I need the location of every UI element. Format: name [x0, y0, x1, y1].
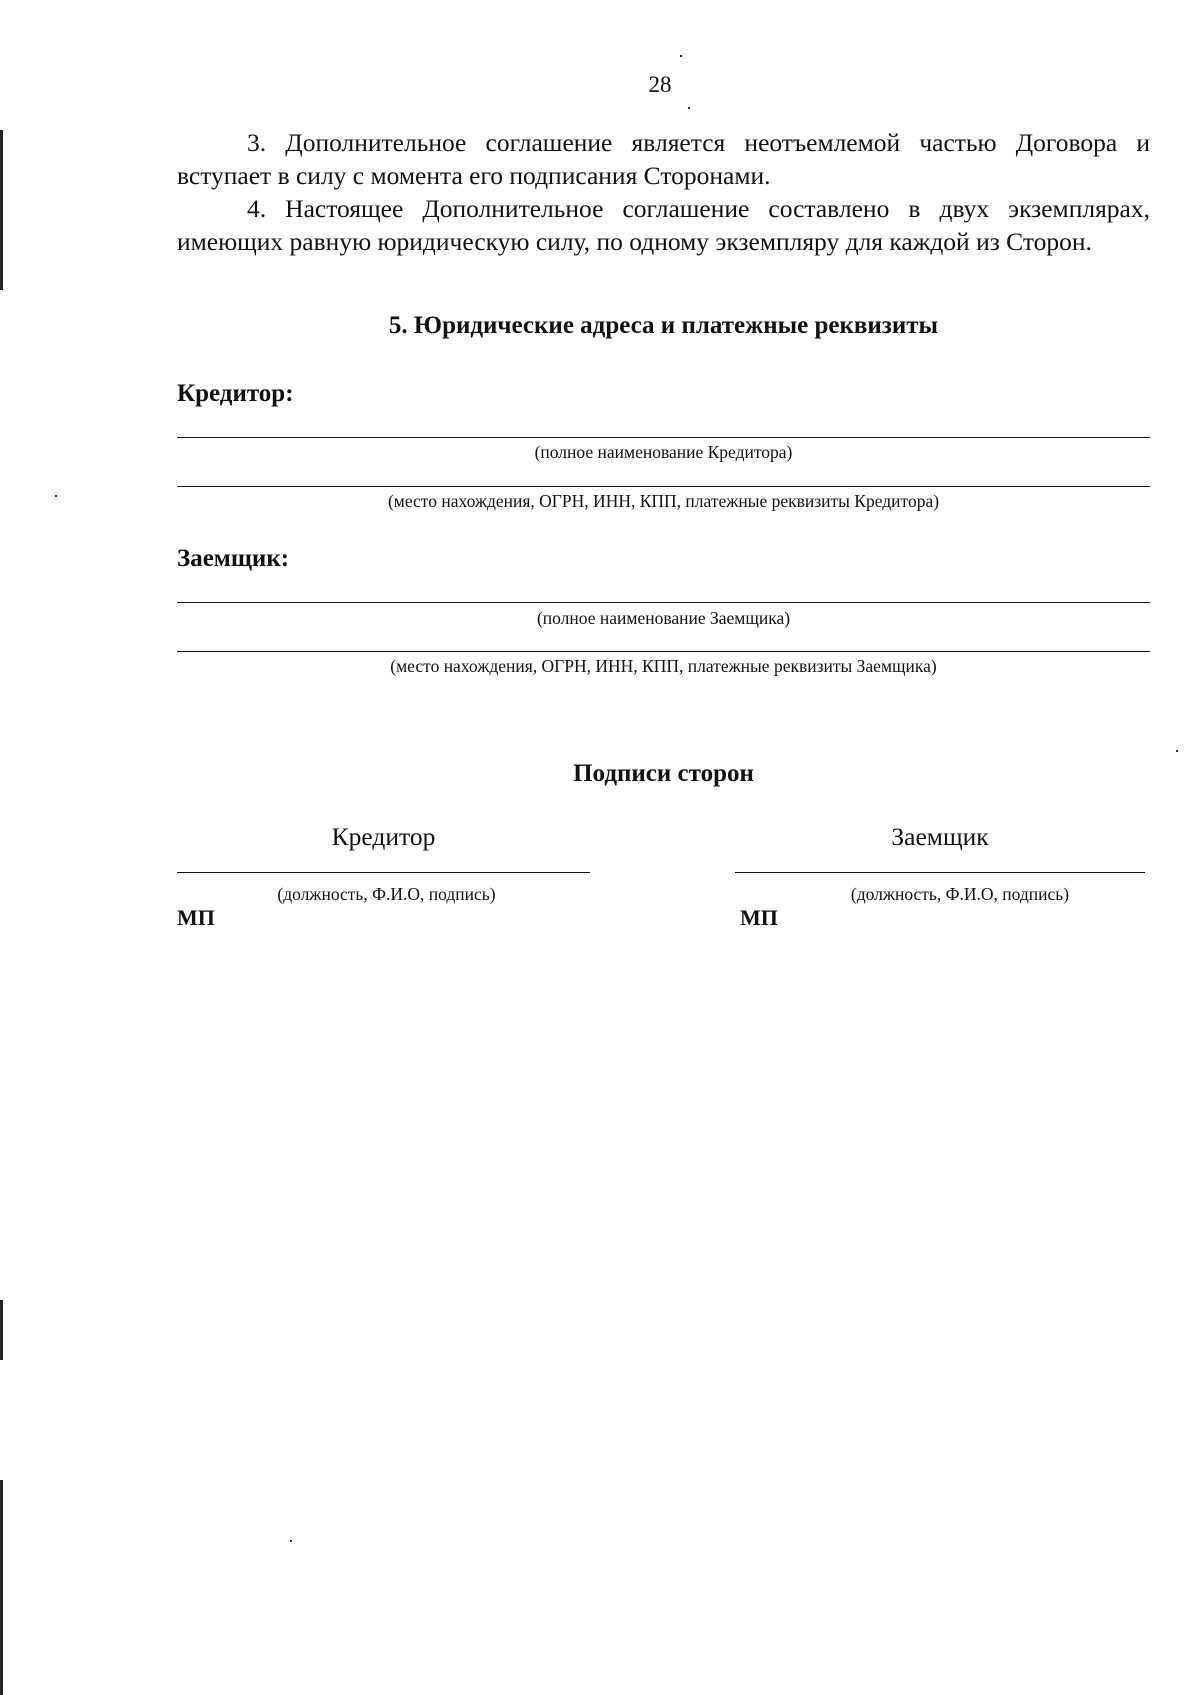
- scan-speck: [688, 107, 690, 109]
- scan-speck: [55, 495, 57, 497]
- paragraph-3-text: 3. Дополнительное соглашение является неотъемлемой частью Договора и вступает в силу с момента его подписания Сторонами.: [177, 128, 1150, 190]
- scan-edge-mark: [0, 130, 3, 290]
- borrower-details-caption: (место нахождения, ОГРН, ИНН, КПП, платежные реквизиты Заемщика): [390, 656, 937, 676]
- creditor-details-caption: (место нахождения, ОГРН, ИНН, КПП, платежные реквизиты Кредитора): [387, 491, 940, 511]
- borrower-name-line: [177, 602, 1150, 603]
- signatures-title: Подписи сторон: [573, 760, 754, 787]
- signature-creditor-heading: Кредитор: [331, 822, 436, 851]
- creditor-name-line: [177, 437, 1150, 438]
- signature-borrower-line: [735, 872, 1145, 873]
- creditor-name-caption: (полное наименование Кредитора): [534, 442, 793, 462]
- scan-speck: [290, 1540, 292, 1542]
- signature-creditor-caption: (должность, Ф.И.О, подпись): [277, 884, 496, 904]
- creditor-label: Кредитор:: [177, 380, 294, 407]
- page-number: 28: [648, 72, 672, 97]
- paragraph-4: [177, 192, 1150, 258]
- scan-edge-mark: [0, 1300, 3, 1360]
- paragraph-4-text: 4. Настоящее Дополнительное соглашение составлено в двух экземплярах, имеющих равную юридическую силу, по одному экземпляру для каждой из Сторон.: [177, 194, 1150, 256]
- borrower-details-line: [177, 651, 1150, 652]
- signature-borrower-caption: (должность, Ф.И.О, подпись): [850, 884, 1070, 904]
- paragraph-3: [177, 126, 1150, 192]
- scan-speck: [1176, 750, 1178, 752]
- borrower-label: Заемщик:: [177, 545, 290, 572]
- signature-borrower-heading: Заемщик: [891, 822, 989, 851]
- signature-creditor-line: [177, 872, 590, 873]
- section-title: 5. Юридические адреса и платежные реквизиты: [388, 312, 939, 339]
- creditor-details-line: [177, 486, 1150, 487]
- borrower-name-caption: (полное наименование Заемщика): [536, 608, 791, 628]
- scan-edge-mark: [0, 1480, 3, 1695]
- scan-speck: [680, 55, 682, 57]
- borrower-stamp-mark: МП: [740, 905, 778, 930]
- creditor-stamp-mark: МП: [177, 905, 215, 930]
